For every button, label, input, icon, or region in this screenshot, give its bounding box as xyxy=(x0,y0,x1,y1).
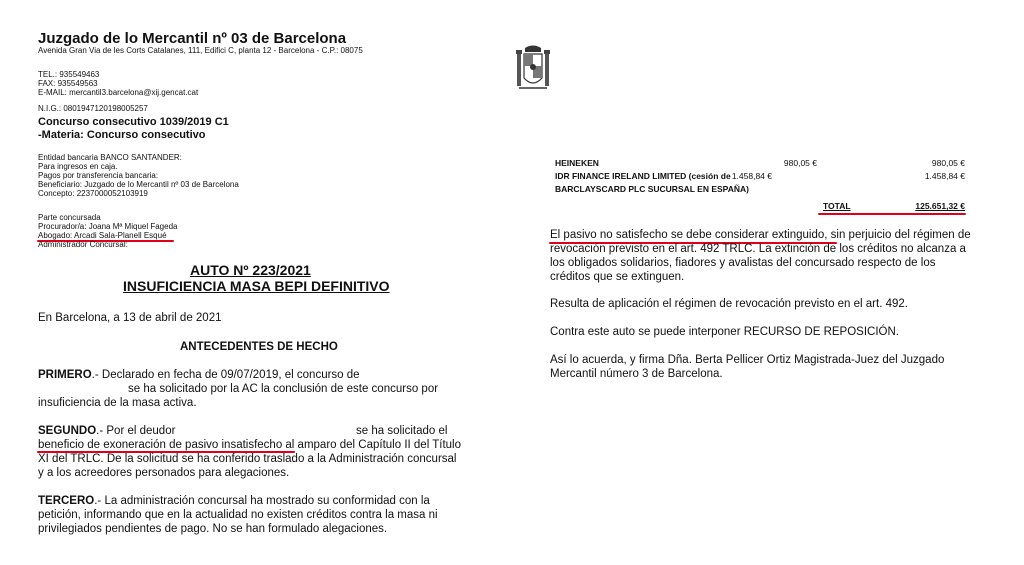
bank-line-2: Para ingresos en caja. xyxy=(38,162,118,171)
segundo-label: SEGUNDO xyxy=(38,425,97,437)
segundo-line-4: y a los acreedores personados para alegaciones. xyxy=(38,467,290,479)
party-line-2: Procurador/a: Joana Mª Miquel Fageda xyxy=(38,222,178,231)
section-heading: ANTECEDENTES DE HECHO xyxy=(180,341,338,353)
conclusion-line-1: El pasivo no satisfecho se debe considerar extinguido, sin perjuicio del régimen de xyxy=(550,229,971,241)
nig: N.I.G.: 0801947120198005257 xyxy=(38,104,148,113)
party-line-1: Parte concursada xyxy=(38,213,101,222)
spain-coat-of-arms-icon xyxy=(515,44,551,94)
segundo-highlight-text: beneficio de exoneración de pasivo insatisfecho xyxy=(38,439,283,451)
revocation-paragraph: Resulta de aplicación el régimen de revocación previsto en el art. 492. xyxy=(550,298,908,310)
segundo-line-1b: se ha solicitado el xyxy=(356,425,448,437)
conclusion-line-3: los obligados solidarios, fiadores y avalistas del concursado respecto de los xyxy=(550,257,936,269)
court-address: Avenida Gran Via de les Corts Catalanes, 111, Edifici C, planta 12 - Barcelona - C.P.: 08075 xyxy=(38,46,363,55)
case-number: Concurso consecutivo 1039/2019 C1 xyxy=(38,116,229,128)
court-title: Juzgado de lo Mercantil nº 03 de Barcelona xyxy=(38,30,347,47)
case-matter: -Materia: Concurso consecutivo xyxy=(38,129,206,141)
conclusion-line-4: créditos que se extinguen. xyxy=(550,271,685,283)
signature-line-2: Mercantil número 3 de Barcelona. xyxy=(550,368,723,380)
auto-subtitle: INSUFICIENCIA MASA BEPI DEFINITIVO xyxy=(123,278,390,294)
primero-line-3: insuficiencia de la masa activa. xyxy=(38,397,197,409)
signature-line-1: Así lo acuerda, y firma Dña. Berta Pellicer Ortiz Magistrada-Juez del Juzgado xyxy=(550,354,945,366)
total-value: 125.651,32 € xyxy=(915,201,965,211)
phone: TEL.: 935549463 xyxy=(38,70,100,79)
tercero-line-1: TERCERO.- La administración concursal ha mostrado su conformidad con la xyxy=(38,495,430,507)
fax: FAX: 935549563 xyxy=(38,79,98,88)
primero-line-2: se ha solicitado por la AC la conclusión de este concurso por xyxy=(128,383,439,395)
highlight-underline-total xyxy=(818,213,966,215)
primero-label: PRIMERO xyxy=(38,369,92,381)
bank-line-1: Entidad bancaria BANCO SANTANDER: xyxy=(38,153,182,162)
segundo-line-2: beneficio de exoneración de pasivo insatisfecho al amparo del Capítulo II del Título xyxy=(38,439,461,451)
conclusion-line-2: revocación previsto en el art. 492 TRLC. La extinción de los créditos no alcanza a xyxy=(550,243,966,255)
bank-line-3: Pagos por transferencia bancaria: xyxy=(38,171,159,180)
segundo-line-3: XI del TRLC. De la solicitud se ha conferido traslado a la Administración concursal xyxy=(38,453,457,465)
conclusion-highlight-text: El pasivo no satisfecho se debe considerar extinguido xyxy=(550,229,825,241)
party-line-3: Abogado: Arcadi Sala-Planell Esqué xyxy=(38,231,167,240)
total-label: TOTAL xyxy=(823,201,851,211)
segundo-line-1: SEGUNDO.- Por el deudor xyxy=(38,425,176,437)
email: E-MAIL: mercantil3.barcelona@xij.gencat.cat xyxy=(38,88,199,97)
tercero-label: TERCERO xyxy=(38,495,95,507)
tercero-line-2: petición, informando que en la actualidad no existen créditos contra la masa ni xyxy=(38,509,438,521)
auto-title: AUTO Nº 223/2021 xyxy=(190,262,311,278)
appeal-paragraph: Contra este auto se puede interponer RECURSO DE REPOSICIÓN. xyxy=(550,326,899,338)
bank-line-5: Concepto: 2237000052103919 xyxy=(38,189,148,198)
primero-line-1: PRIMERO.- Declarado en fecha de 09/07/2019, el concurso de xyxy=(38,369,360,381)
auto-date: En Barcelona, a 13 de abril de 2021 xyxy=(38,312,222,324)
party-line-4: Administrador Concursal: xyxy=(38,240,128,249)
bank-line-4: Beneficiario: Juzgado de lo Mercantil nº 03 de Barcelona xyxy=(38,180,239,189)
tercero-line-3: privilegiados pendientes de pago. No se han formulado alegaciones. xyxy=(38,523,388,535)
